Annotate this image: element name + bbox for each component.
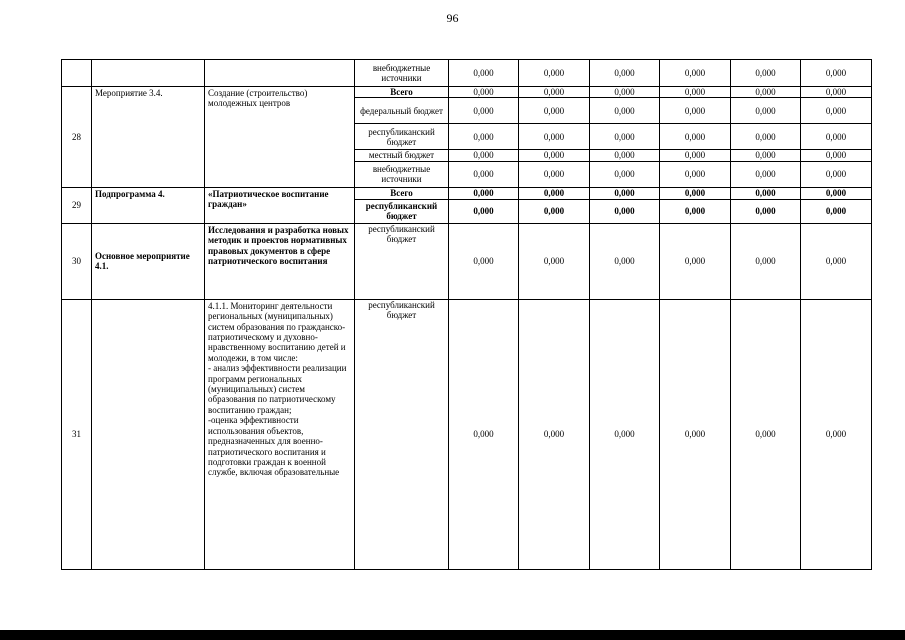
row-name: Основное мероприятие 4.1. [92,223,205,299]
row-number: 30 [62,223,92,299]
row-number [62,60,92,87]
value-cell: 0,000 [801,60,872,87]
budget-table [61,59,872,570]
value-cell: 0,000 [660,161,731,187]
value-cell: 0,000 [449,199,519,223]
value-cell: 0,000 [590,98,660,124]
value-cell: 0,000 [731,124,801,150]
value-cell: 0,000 [449,161,519,187]
value-cell: 0,000 [449,87,519,98]
value-cell: 0,000 [801,150,872,161]
value-cell: 0,000 [731,299,801,569]
value-cell: 0,000 [590,60,660,87]
value-cell: 0,000 [660,187,731,199]
row-name [92,60,205,87]
value-cell: 0,000 [519,150,590,161]
source-label: Всего [355,187,449,199]
value-cell: 0,000 [449,187,519,199]
value-cell: 0,000 [731,150,801,161]
value-cell: 0,000 [449,299,519,569]
page-number: 96 [446,11,459,25]
value-cell: 0,000 [731,223,801,299]
value-cell: 0,000 [660,87,731,98]
value-cell: 0,000 [519,187,590,199]
value-cell: 0,000 [660,150,731,161]
value-cell: 0,000 [519,199,590,223]
value-cell: 0,000 [519,60,590,87]
value-cell: 0,000 [660,60,731,87]
table-row [62,60,872,87]
value-cell: 0,000 [519,124,590,150]
value-cell: 0,000 [590,161,660,187]
source-label: республиканский бюджет [355,223,449,299]
value-cell: 0,000 [449,98,519,124]
value-cell: 0,000 [660,199,731,223]
value-cell: 0,000 [449,150,519,161]
value-cell: 0,000 [731,187,801,199]
value-cell: 0,000 [801,187,872,199]
source-label: республиканский бюджет [355,199,449,223]
value-cell: 0,000 [660,98,731,124]
value-cell: 0,000 [590,124,660,150]
source-label: местный бюджет [355,150,449,161]
value-cell: 0,000 [660,299,731,569]
row-name: Мероприятие 3.4. [92,87,205,188]
row-description: 4.1.1. Мониторинг деятельности региональных (муниципальных) систем образования по гражданско-патриотическому и духовно-нравственному воспитанию детей и молодежи, в том числе: - анализ эффективности реализации программ региональных (муниципальных) систем образования по патриотическому воспитанию граждан; -оценка эффективности использования объектов, предназначенных для военно-патриотического воспитания и подготовки граждан к военной службе, включая образовательные [205,299,355,569]
source-label: республиканский бюджет [355,124,449,150]
value-cell: 0,000 [519,161,590,187]
row-description [205,60,355,87]
value-cell: 0,000 [801,299,872,569]
value-cell: 0,000 [801,124,872,150]
value-cell: 0,000 [660,124,731,150]
table-row [62,187,872,199]
table-row [62,223,872,299]
value-cell: 0,000 [660,223,731,299]
row-number: 28 [62,87,92,188]
row-name [92,299,205,569]
value-cell: 0,000 [519,98,590,124]
row-description: Исследования и разработка новых методик и проектов нормативных правовых документов в сфере патриотического воспитания [205,223,355,299]
source-label: внебюджетные источники [355,161,449,187]
value-cell: 0,000 [590,299,660,569]
value-cell: 0,000 [801,98,872,124]
row-description: Создание (строительство) молодежных центров [205,87,355,188]
value-cell: 0,000 [449,124,519,150]
value-cell: 0,000 [449,223,519,299]
row-name: Подпрограмма 4. [92,187,205,223]
value-cell: 0,000 [449,60,519,87]
source-label: Всего [355,87,449,98]
row-description: «Патриотическое воспитание граждан» [205,187,355,223]
bottom-scan-border [0,630,905,640]
value-cell: 0,000 [801,199,872,223]
value-cell: 0,000 [519,223,590,299]
value-cell: 0,000 [590,199,660,223]
row-number: 29 [62,187,92,223]
value-cell: 0,000 [731,199,801,223]
value-cell: 0,000 [731,87,801,98]
table-row [62,87,872,98]
value-cell: 0,000 [590,223,660,299]
source-label: внебюджетные источники [355,60,449,87]
value-cell: 0,000 [590,187,660,199]
value-cell: 0,000 [590,150,660,161]
value-cell: 0,000 [519,299,590,569]
source-label: республиканский бюджет [355,299,449,569]
value-cell: 0,000 [801,87,872,98]
value-cell: 0,000 [731,98,801,124]
table-row [62,299,872,569]
value-cell: 0,000 [731,161,801,187]
value-cell: 0,000 [519,87,590,98]
source-label: федеральный бюджет [355,98,449,124]
value-cell: 0,000 [731,60,801,87]
row-number: 31 [62,299,92,569]
value-cell: 0,000 [801,223,872,299]
value-cell: 0,000 [590,87,660,98]
value-cell: 0,000 [801,161,872,187]
